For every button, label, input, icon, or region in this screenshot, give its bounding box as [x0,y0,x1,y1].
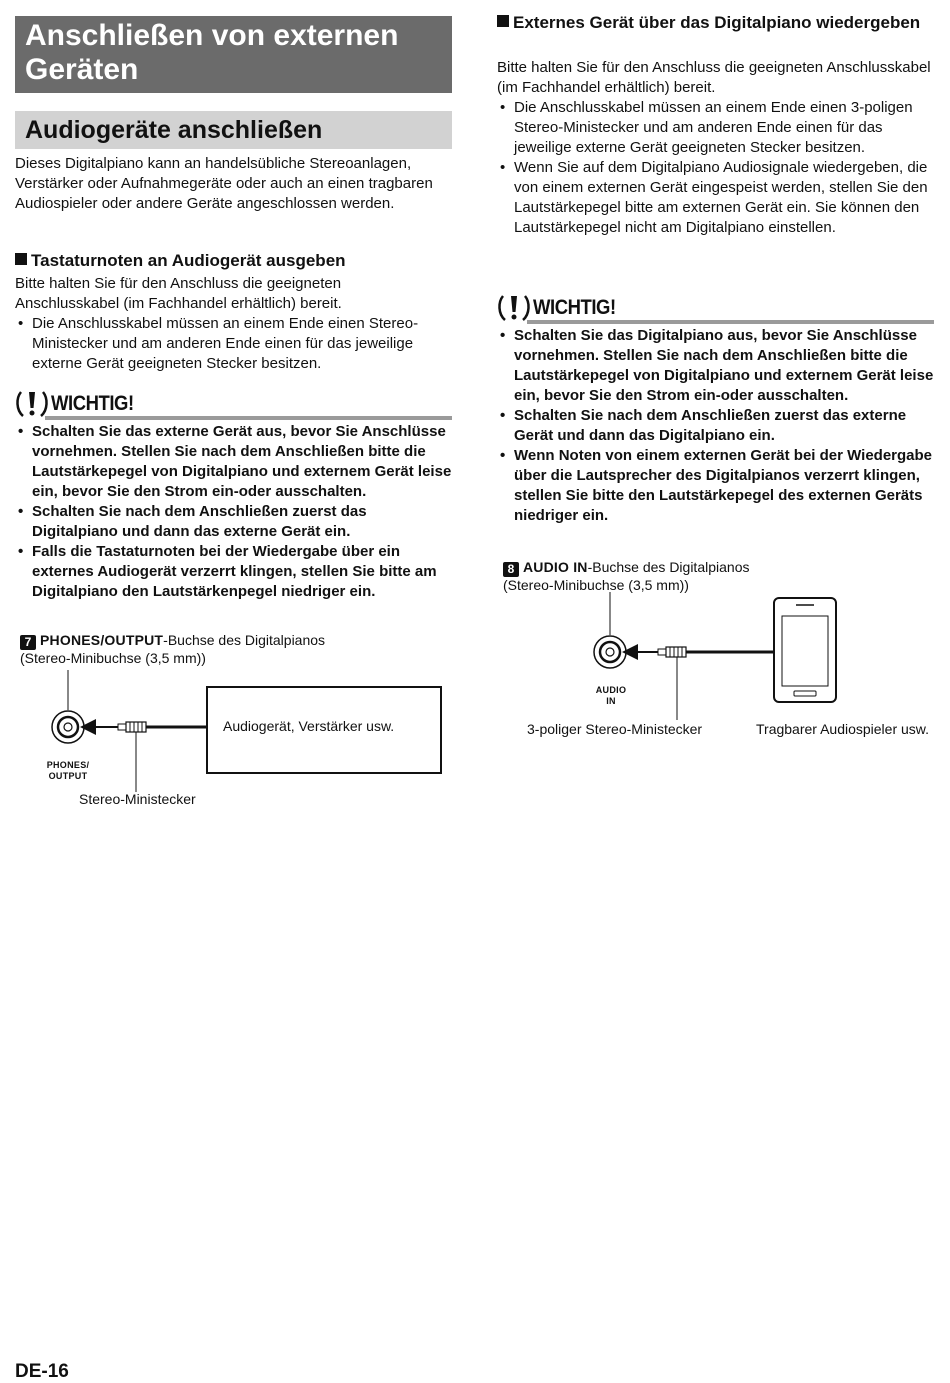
important-label: WICHTIG! [51,392,134,415]
important-list-left [15,422,452,602]
warning-icon [497,292,531,324]
warning-icon [15,388,49,420]
list-item: • Schalten Sie das externe Gerät aus, bevor Sie Anschlüsse vornehmen. Stellen Sie nach dem Anschließen bitte die Lautstärkepegel von Digitalpiano und externem Gerät leise ein, bevor Sie den Strom ein-oder ausschalten. [18,423,452,500]
list-item-text: Die Anschlusskabel müssen an einem Ende einen Stereo-Ministecker und am anderen Ende einen für das jeweilige externe Gerät geeigneten Stecker besitzen. [32,315,419,372]
jack-label-line2: IN [606,696,616,706]
caption-rest: -Buchse des Digitalpianos [587,559,750,575]
list-item: • Die Anschlusskabel müssen an einem Ende einen Stereo-Ministecker und am anderen Ende einen für das jeweilige externe Gerät geeigneten Stecker besitzen. [18,315,419,372]
list-item-text: Wenn Noten von einem externen Gerät bei der Wiedergabe über die Lautsprecher des Digitalpianos verzerrt klingen, stellen Sie bitte den Lautstärkepegel des externen Geräts niedriger ein. [514,447,933,524]
figure-caption-input [503,559,933,594]
important-header-right [497,292,934,326]
important-label: WICHTIG! [533,296,616,319]
caption-line2: (Stereo-Minibuchse (3,5 mm)) [20,650,206,666]
list-item: • Die Anschlusskabel müssen an einem Ende einen 3-poligen Stereo-Ministecker und am anderen Ende einen für das jeweilige externe Gerät geeigneten Stecker besitzen. [500,99,913,156]
square-bullet-icon [15,253,27,265]
important-header-left [15,388,452,422]
jack-label-line2: OUTPUT [48,771,88,781]
plug-label-right: 3-poliger Stereo-Ministecker [527,721,703,737]
figure-number-badge: 8 [503,562,519,577]
list-item: • Schalten Sie nach dem Anschließen zuerst das Digitalpiano und dann das externe Gerät ein. [18,503,367,540]
jack-name: PHONES/OUTPUT [40,632,164,648]
list-item-text: Die Anschlusskabel müssen an einem Ende einen 3-poligen Stereo-Ministecker und am anderen Ende einen für das jeweilige externe Gerät geeigneten Stecker besitzen. [514,99,913,156]
figure-number-badge: 7 [20,635,36,650]
divider [45,416,452,420]
list-item-text: Falls die Tastaturnoten bei der Wiedergabe über ein externes Audiogerät verzerrt klingen, stellen Sie bitte am Digitalpiano den Lautstärkenpegel niedriger ein. [32,543,437,600]
audio-device-box [206,686,442,774]
intro-paragraph: Dieses Digitalpiano kann an handelsübliche Stereoanlagen, Verstärker oder Aufnahmegeräte oder auch an einen tragbaren Audiospieler oder andere Geräte angeschlossen werden. [15,155,433,212]
list-item-text: Wenn Sie auf dem Digitalpiano Audiosignale wiedergeben, die von einem externen Gerät eingespeist werden, stellen Sie den Lautstärkepegel bitte am externen Gerät ein. Sie können den Lautstärkepegel nicht am Digitalpiano einstellen. [514,159,928,236]
list-item: • Schalten Sie nach dem Anschließen zuerst das externe Gerät und dann das Digitalpiano ein. [500,407,907,444]
jack-label-phones-output [40,760,96,782]
chapter-title: Anschließen von externen Geräten [15,16,452,93]
jack-label-line1: PHONES/ [46,760,90,770]
subsection-title-text: Tastaturnoten an Audiogerät ausgeben [31,251,346,270]
list-item: • Wenn Noten von einem externen Gerät bei der Wiedergabe über die Lautsprecher des Digitalpianos verzerrt klingen, stellen Sie bitte den Lautstärkepegel des externen Geräts niedriger ein. [500,447,933,524]
caption-rest: -Buchse des Digitalpianos [163,632,326,648]
list-item-text: Schalten Sie nach dem Anschließen zuerst das Digitalpiano und dann das externe Gerät ein. [32,503,367,540]
divider [527,320,934,324]
subsection-title-output [15,250,452,272]
bullet-list-output [15,314,450,374]
subsection-title-text: Externes Gerät über das Digitalpiano wiedergeben [513,13,921,32]
caption-line2: (Stereo-Minibuchse (3,5 mm)) [503,577,689,593]
plug-label-left: Stereo-Ministecker [79,791,196,807]
important-list-right [497,326,937,526]
list-item-text: Schalten Sie nach dem Anschließen zuerst das externe Gerät und dann das Digitalpiano ein. [514,407,907,444]
list-item: • Wenn Sie auf dem Digitalpiano Audiosignale wiedergeben, die von einem externen Gerät eingespeist werden, stellen Sie den Lautstärkepegel bitte am externen Gerät ein. Sie können den Lautstärkepegel nicht am Digitalpiano einstellen. [500,159,928,236]
page-number: DE-16 [15,1361,69,1382]
subsection-title-input [497,12,937,34]
list-item-text: Schalten Sie das externe Gerät aus, bevor Sie Anschlüsse vornehmen. Stellen Sie nach dem Anschließen bitte die Lautstärkepegel von Digitalpiano und externem Gerät leise ein, bevor Sie den Strom ein-oder ausschalten. [32,423,452,500]
device-label-right: Tragbarer Audiospieler usw. [756,721,930,737]
device-label-left: Audiogerät, Verstärker usw. [223,718,395,734]
subsection-text-input: Bitte halten Sie für den Anschluss die geeigneten Anschlusskabel (im Fachhandel erhältlich) bereit. [497,59,931,96]
list-item-text: Schalten Sie das Digitalpiano aus, bevor Sie Anschlüsse vornehmen. Stellen Sie nach dem Anschließen bitte die Lautstärkepegel von Digitalpiano und externem Gerät leise ein, bevor Sie den Strom ein-oder ausschalten. [514,327,934,404]
subsection-text-output: Bitte halten Sie für den Anschluss die geeigneten Anschlusskabel (im Fachhandel erhältlich) bereit. [15,275,342,312]
section-heading: Audiogeräte anschließen [15,111,452,149]
bullet-list-input [497,98,935,238]
list-item: • Schalten Sie das Digitalpiano aus, bevor Sie Anschlüsse vornehmen. Stellen Sie nach dem Anschließen bitte die Lautstärkepegel von Digitalpiano und externem Gerät leise ein, bevor Sie den Strom ein-oder ausschalten. [500,327,934,404]
square-bullet-icon [497,15,509,27]
jack-name: AUDIO IN [523,559,588,575]
jack-label-audio-in [588,685,634,707]
jack-label-line1: AUDIO [595,685,627,695]
list-item: • Falls die Tastaturnoten bei der Wiedergabe über ein externes Audiogerät verzerrt klingen, stellen Sie bitte am Digitalpiano den Lautstärkenpegel niedriger ein. [18,543,437,600]
